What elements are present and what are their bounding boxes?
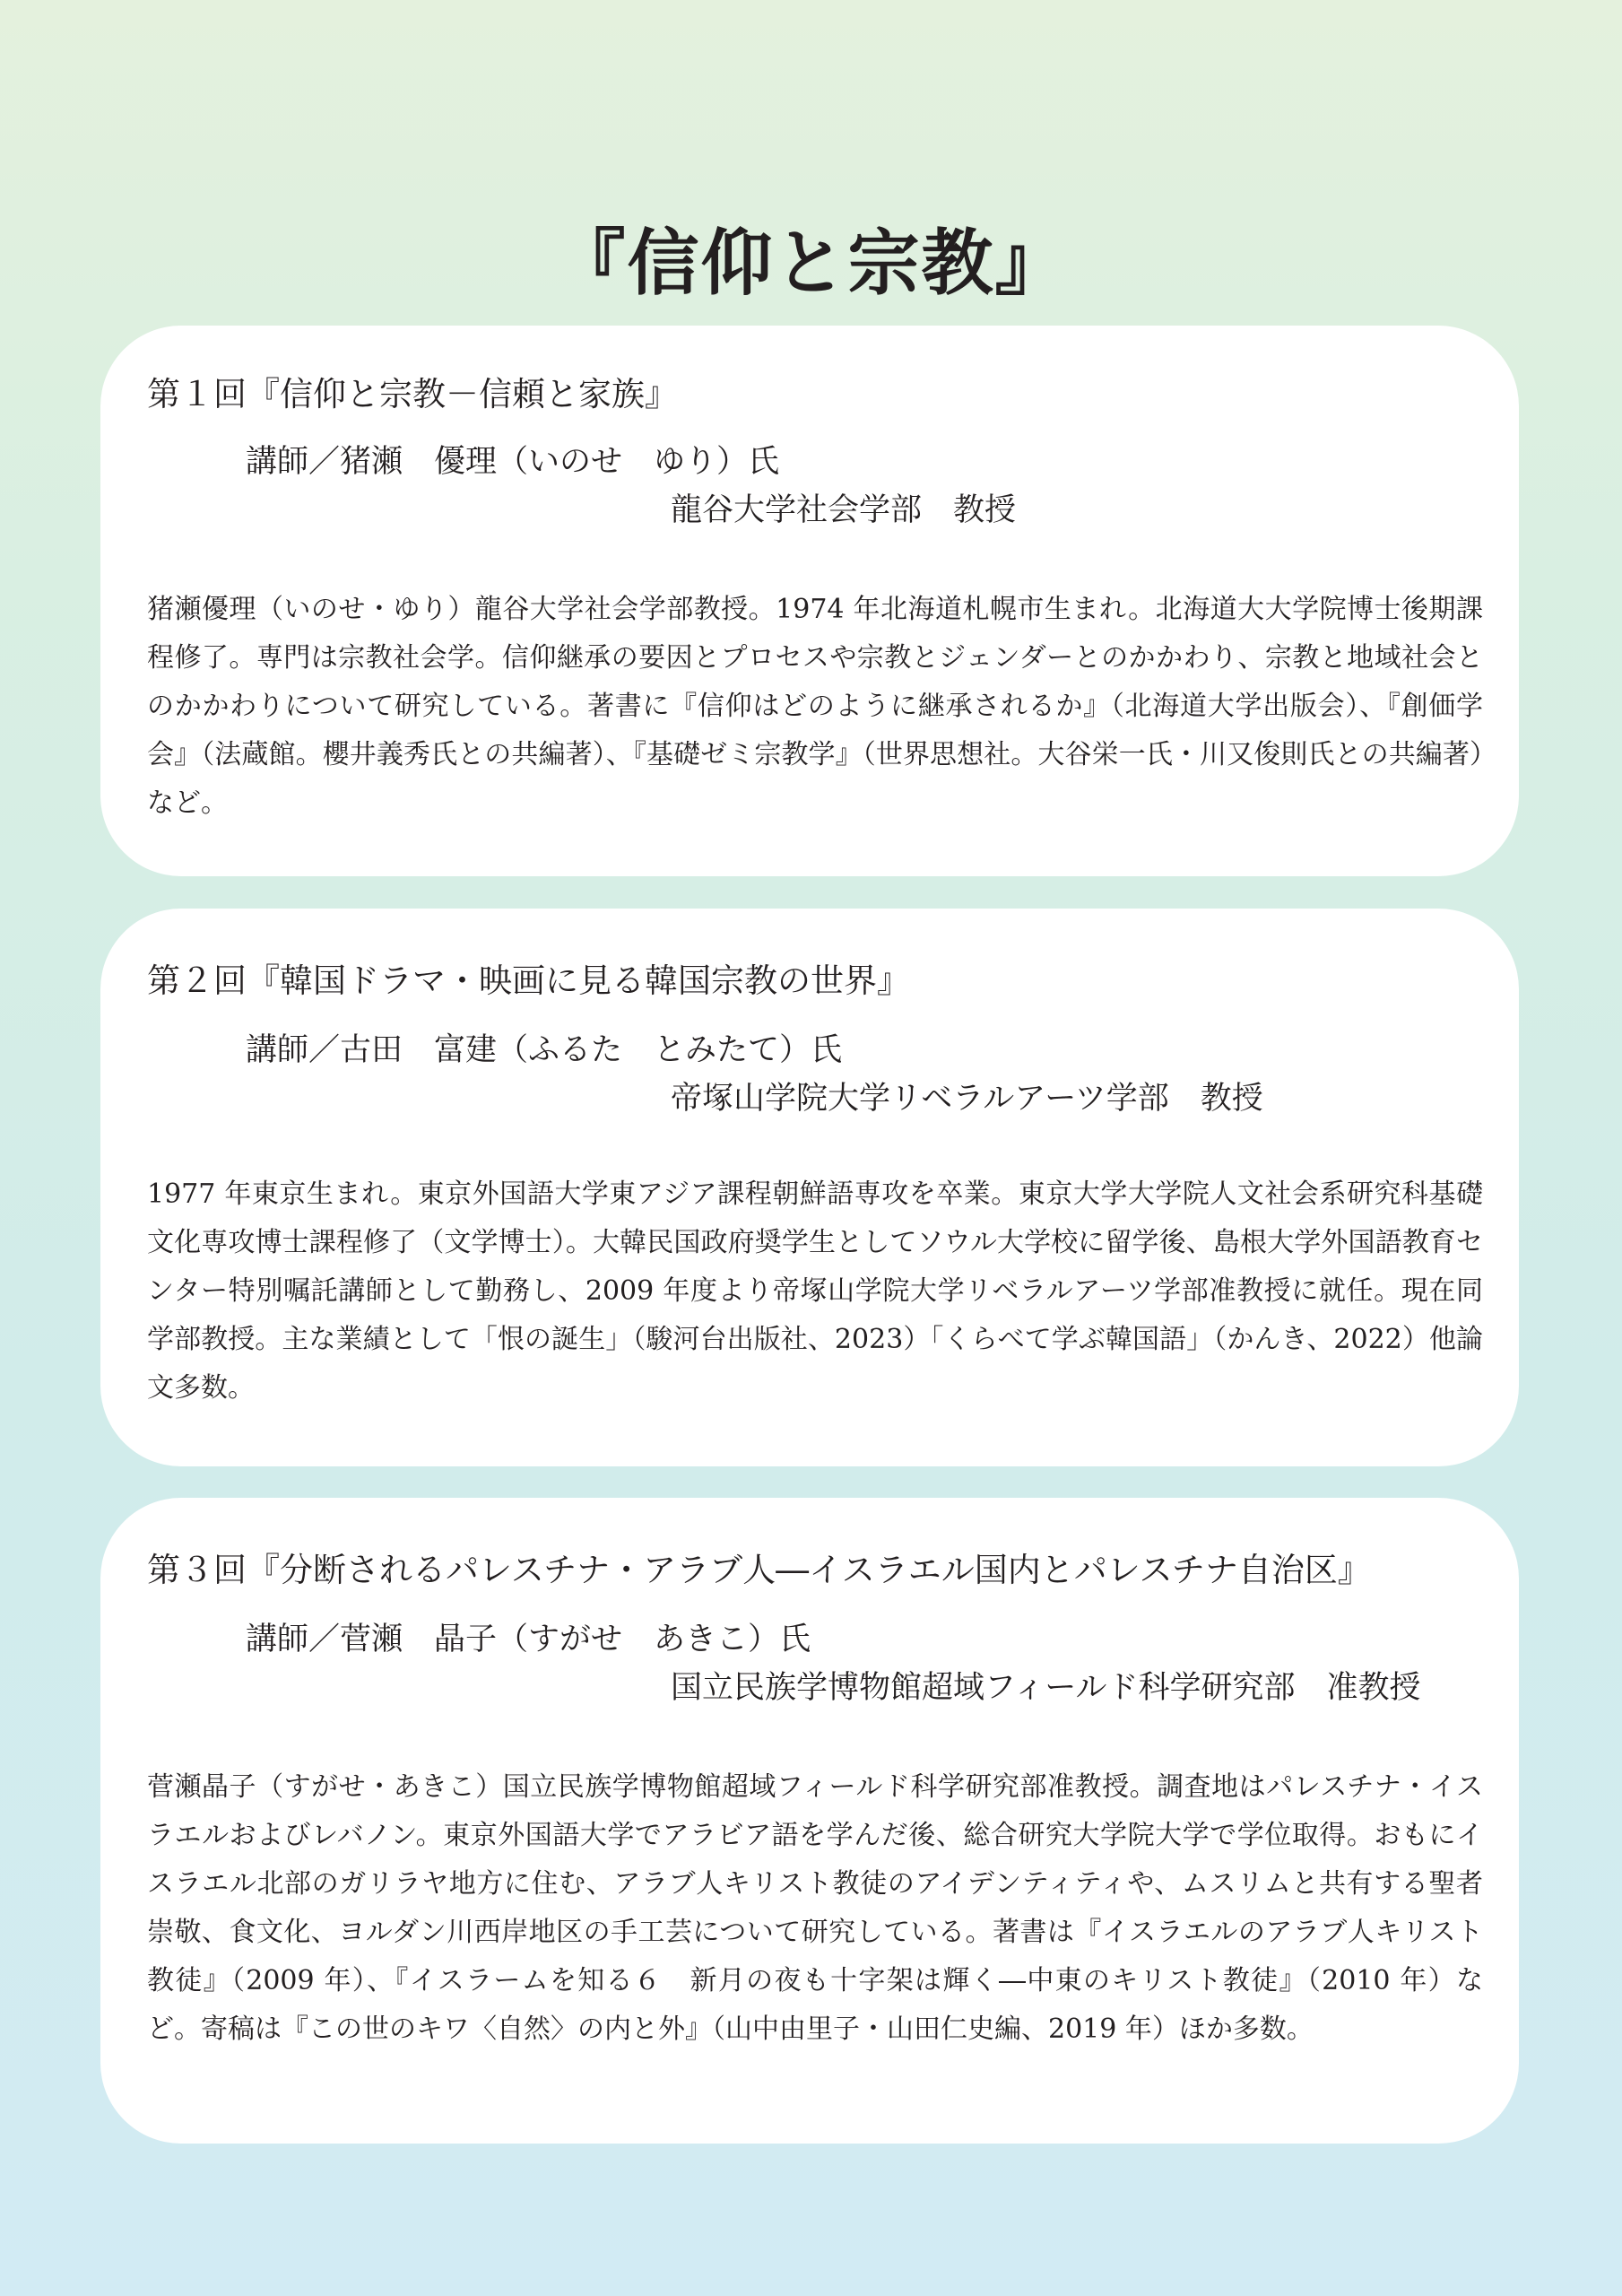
lecture-title: 第３回『分断されるパレスチナ・アラブ人―イスラエル国内とパレスチナ自治区』 xyxy=(147,1551,1371,1589)
page-title: 『信仰と宗教』 xyxy=(553,221,1069,305)
lecture-card-2 xyxy=(100,909,1519,1466)
lecture-card-1 xyxy=(100,326,1519,876)
lecturer-name: 講師／猪瀬 優理（いのせ ゆり）氏 xyxy=(246,444,780,480)
lecturer-bio: 猪瀬優理（いのせ・ゆり）龍谷大学社会学部教授。1974 年北海道札幌市生まれ。北海道大大学院博士後期課程修了。専門は宗教社会学。信仰継承の要因とプロセスや宗教とジェンダーとのかかわり、宗教と地域社会とのかかわりについて研究している。著書に『信仰はどのように継承されるか』（北海道大学出版会）、『創価学会』（法蔵館。櫻井義秀氏との共編著）、『基礎ゼミ宗教学』（世界思想社。大谷栄一氏・川又俊則氏との共編著）など。 xyxy=(147,594,1483,819)
lecturer-bio: 1977 年東京生まれ。東京外国語大学東アジア課程朝鮮語専攻を卒業。東京大学大学院人文社会系研究科基礎文化専攻博士課程修了（文学博士）。大韓民国政府奨学生としてソウル大学校に留学後、島根大学外国語教育センター特別嘱託講師として勤務し、2009 年度より帝塚山学院大学リベラルアーツ学部准教授に就任。現在同学部教授。主な業績として「恨の誕生」（駿河台出版社、2023）「くらべて学ぶ韓国語」（かんき、2022）他論文多数。 xyxy=(147,1178,1483,1404)
lecture-card-3 xyxy=(100,1498,1519,2144)
lecturer-affiliation: 帝塚山学院大学リベラルアーツ学部 教授 xyxy=(671,1081,1263,1117)
lecturer-name: 講師／古田 富建（ふるた とみたて）氏 xyxy=(246,1032,843,1068)
lecture-title: 第２回『韓国ドラマ・映画に見る韓国宗教の世界』 xyxy=(147,961,910,1000)
lecture-title: 第１回『信仰と宗教－信頼と家族』 xyxy=(147,375,678,413)
lecturer-affiliation: 国立民族学博物館超域フィールド科学研究部 准教授 xyxy=(671,1670,1421,1706)
lecturer-name: 講師／菅瀬 晶子（すがせ あきこ）氏 xyxy=(246,1622,811,1657)
lecturer-affiliation: 龍谷大学社会学部 教授 xyxy=(671,492,1017,528)
lecturer-bio: 菅瀬晶子（すがせ・あきこ）国立民族学博物館超域フィールド科学研究部准教授。調査地はパレスチナ・イスラエルおよびレバノン。東京外国語大学でアラビア語を学んだ後、総合研究大学院大学で学位取得。おもにイスラエル北部のガリラヤ地方に住む、アラブ人キリスト教徒のアイデンティティや、ムスリムと共有する聖者崇敬、食文化、ヨルダン川西岸地区の手工芸について研究している。著書は『イスラエルのアラブ人キリスト教徒』（2009 年）、『イスラームを知る６ 新月の夜も十字架は輝く―中東のキリスト教徒』（2010 年）など。寄稿は『この世のキワ〈自然〉の内と外』（山中由里子・山田仁史編、2019 年）ほか多数。 xyxy=(147,1771,1483,2045)
